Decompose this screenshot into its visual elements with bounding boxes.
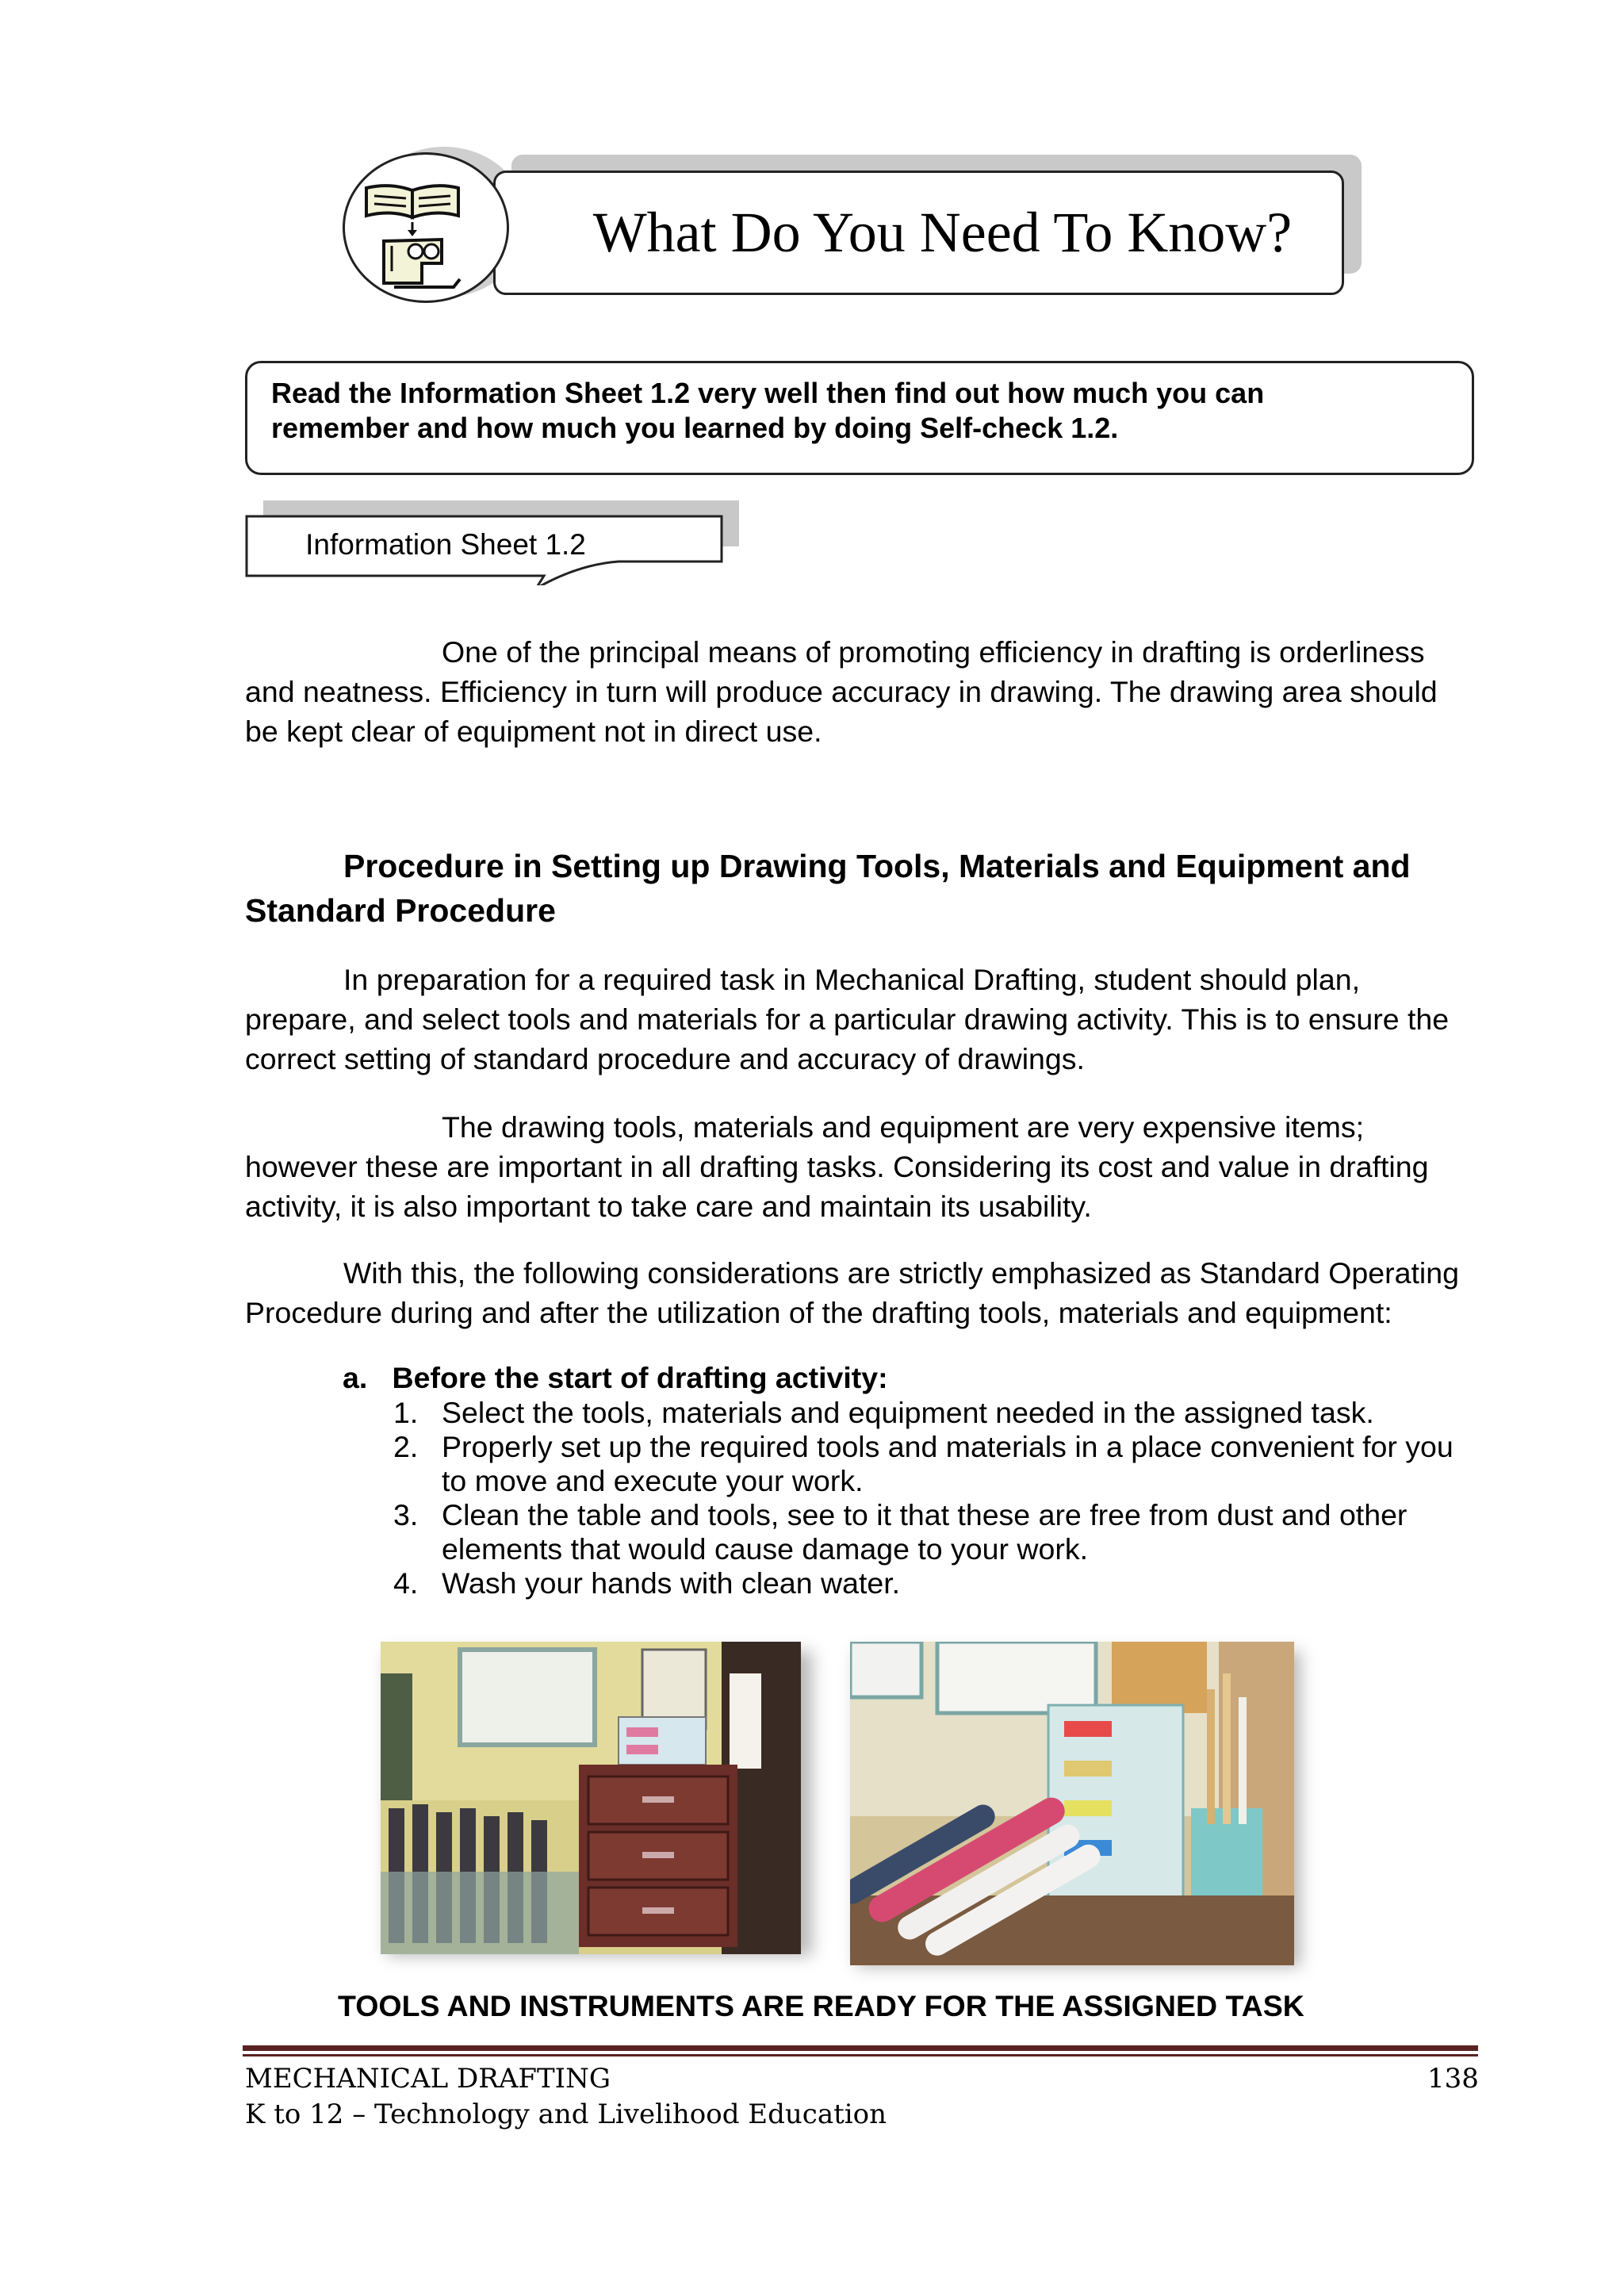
text-line: and neatness. Efficiency in turn will produce accuracy in drawing. The drawing area should — [245, 675, 1438, 708]
list-item-line: Select the tools, materials and equipment needed in the assigned task. — [442, 1396, 1374, 1429]
intro-paragraph — [245, 632, 1474, 751]
text-line: correct setting of standard procedure and accuracy of drawings. — [245, 1042, 1085, 1075]
footer-page-number: 138 — [1427, 2063, 1479, 2095]
list-number: 1. — [393, 1396, 419, 1429]
heading-line: Standard Procedure — [245, 892, 556, 929]
body-paragraph — [245, 960, 1474, 1079]
list-item-line: Properly set up the required tools and materials in a place convenient for you — [442, 1430, 1454, 1463]
body-paragraph — [245, 1253, 1474, 1332]
instruction-line: Read the Information Sheet 1.2 very well then find out how much you can — [271, 377, 1265, 409]
heading-line: Procedure in Setting up Drawing Tools, Materials and Equipment and — [343, 848, 1411, 884]
list-item — [442, 1430, 1473, 1498]
footer-course: MECHANICAL DRAFTING — [245, 2063, 611, 2095]
footer-rule — [243, 2045, 1478, 2051]
list-item — [442, 1498, 1473, 1566]
footer-rule-thin — [243, 2054, 1478, 2056]
footer-program: K to 12 – Technology and Livelihood Education — [245, 2099, 887, 2130]
list-number: 4. — [393, 1566, 419, 1600]
body-paragraph — [245, 1107, 1474, 1226]
text-line: The drawing tools, materials and equipment are very expensive items; — [442, 1110, 1365, 1144]
list-heading: a. Before the start of drafting activity: — [343, 1361, 888, 1394]
photo-rolls-and-storage-box — [850, 1642, 1294, 1965]
section-heading — [245, 844, 1474, 933]
list-number: 3. — [393, 1498, 419, 1531]
text-line: however these are important in all drafting tasks. Considering its cost and value in drafting — [245, 1150, 1429, 1183]
text-line: One of the principal means of promoting efficiency in drafting is orderliness — [442, 635, 1425, 669]
list-item — [442, 1396, 1473, 1430]
text-line: be kept clear of equipment not in direct use. — [245, 715, 822, 748]
text-line: activity, it is also important to take care and maintain its usability. — [245, 1190, 1092, 1223]
instruction-line: remember and how much you learned by doing Self-check 1.2. — [271, 412, 1119, 444]
list-item-line: Wash your hands with clean water. — [442, 1566, 901, 1600]
list-number: 2. — [393, 1430, 419, 1463]
instruction-text — [271, 376, 1445, 446]
info-sheet-tab-label: Information Sheet 1.2 — [305, 528, 586, 561]
photo-drawers-and-tubes — [381, 1642, 801, 1954]
page-title: What Do You Need To Know? — [592, 201, 1293, 264]
reading-person-book-icon — [343, 152, 509, 303]
text-line: prepare, and select tools and materials for a particular drawing activity. This is to ensure the — [245, 1002, 1450, 1036]
list-item-line: Clean the table and tools, see to it that these are free from dust and other — [442, 1498, 1408, 1531]
photo-caption: TOOLS AND INSTRUMENTS ARE READY FOR THE ASSIGNED TASK — [338, 1989, 1304, 2022]
list-item-line: to move and execute your work. — [442, 1464, 864, 1497]
text-line: In preparation for a required task in Mechanical Drafting, student should plan, — [343, 963, 1360, 996]
list-item — [442, 1566, 1473, 1600]
text-line: With this, the following considerations are strictly emphasized as Standard Operating — [343, 1256, 1459, 1290]
text-line: Procedure during and after the utilization of the drafting tools, materials and equipment: — [245, 1296, 1392, 1329]
list-item-line: elements that would cause damage to your work. — [442, 1532, 1089, 1566]
